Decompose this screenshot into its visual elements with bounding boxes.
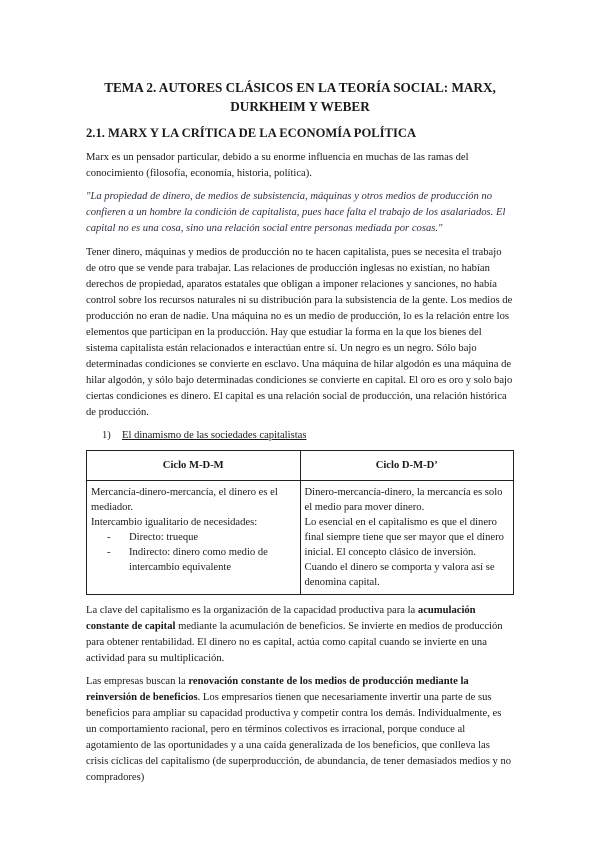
mdm-description: Mercancía-dinero-mercancía, el dinero es el mediador. [91,487,278,513]
capital-paragraph: Tener dinero, máquinas y medios de producción no te hacen capitalista, pues se necesita el trabajo de otro que se vende para trabajar. Las relaciones de producción inglesas no existían, no habían derechos de propiedad, aparatos estatales que obligan a imponer relaciones y sanciones, no había control sobre los recursos naturales ni su distribución para la subsistencia de la gente. Los medios de producción no eran de nadie. Una máquina no es un medio de producción, lo es la relación entre los elementos que participan en la producción. Hay que estudiar la forma en la que los bienes del sistema capitalista están relacionados e interactúan entre sí. Un negro es un negro. Sólo bajo determinadas condiciones se convierte en esclavo. Una máquina de hilar algodón es una máquina de hilar algodón, y sólo bajo determinadas condiciones se convierte en capital. El oro es oro y solo bajo ciertas condiciones es dinero. El capital es una relación social de producción, una relación histórica de producción. [86,247,513,418]
table-header-mdm: Ciclo M-D-M [87,451,301,481]
accumulation-paragraph [86,603,514,667]
table-header-row [87,451,514,481]
intro-paragraph: Marx es un pensador particular, debido a su enorme influencia en muchas de las ramas del conocimiento (filosofía, economía, historia, política). [86,152,469,179]
accumulation-text-end: mediante la acumulación de beneficios. Se invierte en medios de producción para obtener rentabilidad. El dinero no es capital, actúa como capital cuando se invierte en una actividad para su multiplicación. [86,621,503,664]
dmd-description: Dinero-mercancía-dinero, la mercancía es solo el medio para mover dinero. [304,487,503,513]
bullet-dash: - [107,532,111,543]
table-row [87,481,514,595]
renewal-bold: renovación constante de los medios de producción mediante la reinversión de beneficios [86,676,469,703]
dmd-explanation: Lo esencial en el capitalismo es que el dinero final siempre tiene que ser mayor que el dinero inicial. El concepto clásico de inversión. Cuando el dinero se comporta y valora así se denomina capital. [304,517,504,588]
quote-paragraph: "La propiedad de dinero, de medios de subsistencia, máquinas y otros medios de producción no confieren a un hombre la condición de capitalista, pues hace falta el trabajo de los asalariados. El capital no es una cosa, sino una relación social entre personas mediada por cosas." [86,191,506,234]
mdm-bullet-list [91,530,296,575]
numbered-list-item [86,428,514,444]
bullet-dash: - [107,547,111,558]
list-item [107,530,296,545]
list-number: 1) [102,430,111,441]
list-item [107,545,296,575]
bullet-text: Indirecto: dinero como medio de intercambio equivalente [129,547,268,573]
table-cell-mdm [87,481,301,595]
renewal-text-start: Las empresas buscan la [86,676,189,687]
mdm-subheading: Intercambio igualitario de necesidades: [91,517,258,528]
cycles-table [86,450,514,595]
renewal-paragraph [86,674,514,786]
list-label: El dinamismo de las sociedades capitalistas [122,430,307,441]
accumulation-bold: acumulación constante de capital [86,605,476,632]
table-cell-dmd [300,481,514,595]
section-title: 2.1. MARX Y LA CRÍTICA DE LA ECONOMÍA POLÍTICA [86,126,417,140]
page-title: TEMA 2. AUTORES CLÁSICOS EN LA TEORÍA SOCIAL: MARX, DURKHEIM Y WEBER [104,80,496,114]
bullet-text: Directo: trueque [129,532,199,543]
renewal-text-end: . Los empresarios tienen que necesariamente invertir una parte de sus beneficios para ampliar su capacidad productiva y competir contra los demás. Individualmente, es un comportamiento racional, pero en términos colectivos es irracional, porque conduce al agotamiento de las oportunidades y a una caída generalizada de los beneficios, que conlleva las crisis cíclicas del capitalismo (de superproducción, de abundancia, de tener demasiados medios y no compradores) [86,692,512,783]
table-header-dmd: Ciclo D-M-D’ [300,451,514,481]
accumulation-text-start: La clave del capitalismo es la organización de la capacidad productiva para la [86,605,418,616]
